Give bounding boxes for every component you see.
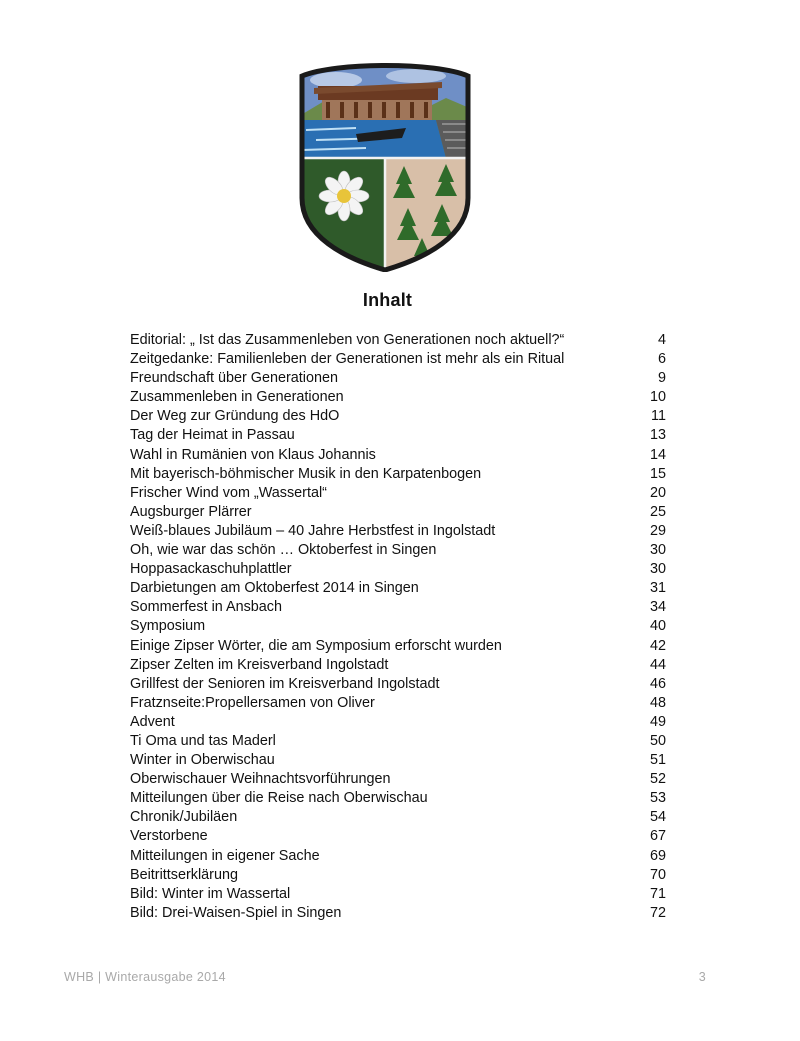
toc-entry bbox=[130, 350, 670, 369]
footer-page-number: 3 bbox=[698, 970, 706, 984]
toc-entry-page: 13 bbox=[649, 427, 666, 444]
toc-entry-page: 9 bbox=[657, 370, 666, 387]
toc-entry-page: 29 bbox=[649, 522, 666, 539]
toc-entry-page: 15 bbox=[649, 465, 666, 482]
toc-entry-page: 31 bbox=[649, 580, 666, 597]
toc-entry bbox=[130, 808, 670, 827]
toc-entry-title: Zusammenleben in Generationen bbox=[130, 389, 344, 406]
toc-entry bbox=[130, 465, 670, 484]
toc-entry bbox=[130, 866, 670, 885]
toc-entry-title: Weiß-blaues Jubiläum – 40 Jahre Herbstfest in Ingolstadt bbox=[130, 522, 496, 539]
toc-entry bbox=[130, 789, 670, 808]
toc-entry-page: 69 bbox=[649, 847, 666, 864]
toc-entry-title: Wahl in Rumänien von Klaus Johannis bbox=[130, 446, 376, 463]
toc-entry bbox=[130, 388, 670, 407]
toc-entry-title: Hoppasackaschuhplattler bbox=[130, 561, 292, 578]
toc-entry-title: Grillfest der Senioren im Kreisverband Ingolstadt bbox=[130, 675, 440, 692]
toc-entry-title: Frischer Wind vom „Wassertal“ bbox=[130, 484, 327, 501]
toc-entry bbox=[130, 904, 670, 923]
toc-entry bbox=[130, 446, 670, 465]
toc-entry-title: Mit bayerisch-böhmischer Musik in den Karpatenbogen bbox=[130, 465, 482, 482]
toc-entry bbox=[130, 770, 670, 789]
toc-entry-page: 53 bbox=[649, 790, 666, 807]
toc-entry-page: 72 bbox=[649, 904, 666, 921]
toc-entry-title: Zipser Zelten im Kreisverband Ingolstadt bbox=[130, 656, 389, 673]
toc-entry bbox=[130, 694, 670, 713]
toc-entry-title: Advent bbox=[130, 713, 175, 730]
toc-entry-title: Augsburger Plärrer bbox=[130, 503, 252, 520]
toc-entry bbox=[130, 369, 670, 388]
toc-entry-title: Bild: Drei-Waisen-Spiel in Singen bbox=[130, 904, 342, 921]
toc-entry-page: 40 bbox=[649, 618, 666, 635]
toc-entry bbox=[130, 579, 670, 598]
toc-entry bbox=[130, 637, 670, 656]
toc-entry-page: 51 bbox=[649, 752, 666, 769]
toc-entry-title: Verstorbene bbox=[130, 828, 208, 845]
toc-entry-title: Einige Zipser Wörter, die am Symposium erforscht wurden bbox=[130, 637, 502, 654]
toc-entry-title: Zeitgedanke: Familienleben der Generationen ist mehr als ein Ritual bbox=[130, 351, 565, 368]
toc-entry-page: 25 bbox=[649, 503, 666, 520]
toc-entry bbox=[130, 885, 670, 904]
toc-entry-title: Oh, wie war das schön … Oktoberfest in Singen bbox=[130, 542, 437, 559]
toc-entry bbox=[130, 560, 670, 579]
toc-entry-page: 11 bbox=[651, 408, 666, 425]
toc-entry-title: Ti Oma und tas Maderl bbox=[130, 732, 276, 749]
toc-entry-title: Chronik/Jubiläen bbox=[130, 809, 238, 826]
toc-entry-page: 34 bbox=[649, 599, 666, 616]
toc-entry bbox=[130, 426, 670, 445]
toc-entry-title: Beitrittserklärung bbox=[130, 866, 238, 883]
toc-entry bbox=[130, 847, 670, 866]
toc-entry-title: Der Weg zur Gründung des HdO bbox=[130, 408, 340, 425]
toc-entry bbox=[130, 827, 670, 846]
toc-entry-page: 71 bbox=[649, 885, 666, 902]
toc-entry-title: Fratznseite:Propellersamen von Oliver bbox=[130, 694, 375, 711]
page-title: Inhalt bbox=[362, 290, 413, 310]
toc-entry-title: Symposium bbox=[130, 618, 206, 635]
toc-entry bbox=[130, 503, 670, 522]
toc-entry-page: 46 bbox=[649, 675, 666, 692]
toc-entry bbox=[130, 617, 670, 636]
toc-entry-page: 42 bbox=[649, 637, 666, 654]
toc-entry bbox=[130, 656, 670, 675]
toc-entry bbox=[130, 598, 670, 617]
toc-entry-title: Editorial: „ Ist das Zusammenleben von Generationen noch aktuell?“ bbox=[130, 332, 565, 348]
toc-entry-page: 14 bbox=[649, 446, 666, 463]
toc-entry bbox=[130, 522, 670, 541]
footer-publication: WHB | Winterausgabe 2014 bbox=[64, 970, 226, 984]
toc-entry bbox=[130, 331, 670, 350]
toc-entry-page: 67 bbox=[649, 828, 666, 845]
toc-entry-page: 52 bbox=[649, 771, 666, 788]
toc-entry-title: Mitteilungen über die Reise nach Oberwischau bbox=[130, 790, 428, 807]
toc-entry-title: Oberwischauer Weihnachtsvorführungen bbox=[130, 771, 391, 788]
toc-entry-page: 4 bbox=[657, 332, 666, 348]
toc-entry-page: 70 bbox=[649, 866, 666, 883]
toc-entry-page: 6 bbox=[657, 351, 666, 368]
toc-entry-title: Sommerfest in Ansbach bbox=[130, 599, 282, 616]
toc-entry-page: 30 bbox=[649, 561, 666, 578]
toc-entry-title: Winter in Oberwischau bbox=[130, 752, 275, 769]
toc-entry-page: 48 bbox=[649, 694, 666, 711]
toc-entry-page: 50 bbox=[649, 732, 666, 749]
toc-entry-page: 20 bbox=[649, 484, 666, 501]
toc-entry-page: 10 bbox=[649, 389, 666, 406]
toc-entry bbox=[130, 751, 670, 770]
toc-entry-page: 54 bbox=[649, 809, 666, 826]
toc-entry-page: 44 bbox=[649, 656, 666, 673]
toc-entry bbox=[130, 541, 670, 560]
table-of-contents bbox=[130, 331, 670, 923]
toc-entry-page: 30 bbox=[649, 542, 666, 559]
toc-entry-title: Tag der Heimat in Passau bbox=[130, 427, 295, 444]
toc-entry-title: Darbietungen am Oktoberfest 2014 in Singen bbox=[130, 580, 419, 597]
toc-entry bbox=[130, 732, 670, 751]
toc-entry bbox=[130, 407, 670, 426]
coat-of-arms bbox=[296, 58, 474, 272]
toc-entry-title: Bild: Winter im Wassertal bbox=[130, 885, 291, 902]
toc-entry-title: Mitteilungen in eigener Sache bbox=[130, 847, 320, 864]
toc-entry bbox=[130, 675, 670, 694]
toc-entry bbox=[130, 484, 670, 503]
toc-entry-page: 49 bbox=[649, 713, 666, 730]
toc-entry bbox=[130, 713, 670, 732]
toc-entry-title: Freundschaft über Generationen bbox=[130, 370, 338, 387]
